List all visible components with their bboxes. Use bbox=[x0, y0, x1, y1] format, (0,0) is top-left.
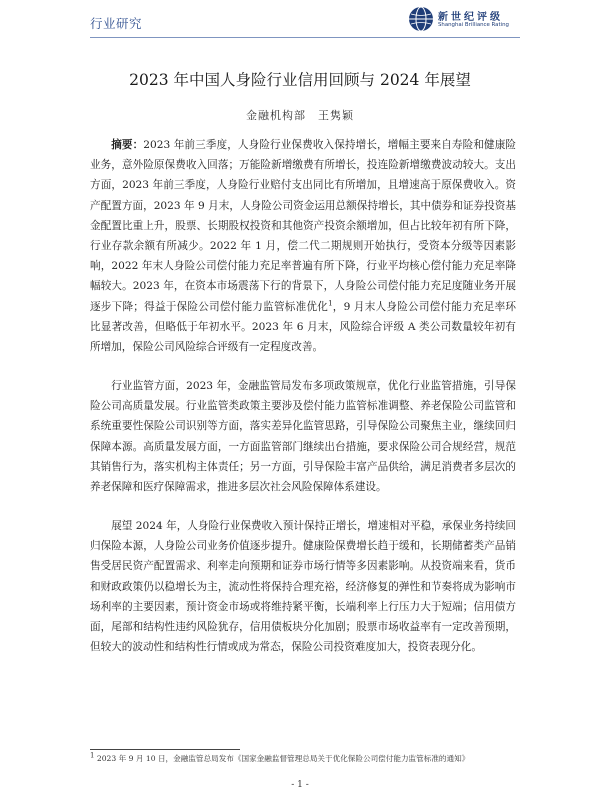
footnote-number: 1 bbox=[90, 751, 95, 760]
abstract-text-continued: ，9 月末人身险公司偿付能力充足率环比显著改善，但略低于年初水平。2023 年 6 月末，风险综合评级 A 类公司数量较年初有所增加，保险公司风险综合评级有一定程度改善。 bbox=[90, 300, 516, 354]
author-line: 金融机构部 王隽颖 bbox=[246, 109, 354, 122]
globe-logo-icon bbox=[408, 6, 434, 32]
logo-subtitle: Shanghai Brilliance Rating bbox=[438, 22, 509, 28]
abstract-paragraph bbox=[90, 135, 516, 357]
footnote-divider bbox=[90, 749, 240, 750]
abstract-text: 2023 年前三季度，人身险行业保费收入保持增长，增幅主要来自寿险和健康险业务，意外险原保费收入回落；万能险新增缴费有所增长，投连险新增缴费波动较大。支出方面，2023 年前三季度，人身险行业赔付支出同比有所增加，且增速高于原保费收入。资产配置方面，2023 年 9 月末，人身险公司资金运用总额保持增长，其中债券和证券投资基金配置比重上升，股票、长期股权投资和其他资产投资余额增加，但占比较年初有所下降，行业存款余额有所减少。2022 年 1 月，偿二代二期规则开始执行，受资本分级等因素影响，2022 年末人身险公司偿付能力充足率普遍有所下降，行业平均核心偿付能力充足率降幅较大。2023 年，在资本市场震荡下行的背景下，人身险公司偿付能力充足度随业务开展逐步下降；得益于保险公司偿付能力监管标准优化 bbox=[90, 139, 517, 313]
abstract-label: 摘要： bbox=[111, 139, 144, 151]
regulation-paragraph: 行业监管方面，2023 年，金融监管局发布多项政策规章，优化行业监管措施，引导保险公司高质量发展。行业监管类政策主要涉及偿付能力监管标准调整、养老保险公司监管和系统重要性保险公司识别等方面，落实差异化监管思路，引导保险公司聚焦主业，继续回归保障本源。高质量发展方面，一方面监管部门继续出台措施，要求保险公司合规经营，规范其销售行为，落实机构主体责任；另一方面，引导保险丰富产品供给，满足消费者多层次的养老保障和医疗保障需求，推进多层次社会风险保障体系建设。 bbox=[90, 380, 516, 494]
page-number: - 1 - bbox=[291, 780, 309, 790]
footnote-text: 2023 年 9 月 10 日，金融监管总局发布《国家金融监督管理总局关于优化保险公司偿付能力监管标准的通知》 bbox=[96, 754, 470, 763]
page-header bbox=[0, 0, 600, 40]
company-logo bbox=[408, 6, 518, 34]
document-title: 2023 年中国人身险行业信用回顾与 2024 年展望 bbox=[129, 71, 471, 89]
outlook-paragraph: 展望 2024 年，人身险行业保费收入预计保持正增长，增速相对平稳，承保业务持续回归保险本源，人身险公司业务价值逐步提升。健康险保费增长趋于缓和，长期储蓄类产品销售受居民资产配置需求、利率走向预期和证券市场行情等多因素影响。从投资端来看，货币和财政政策仍以稳增长为主，流动性将保持合理充裕，经济修复的弹性和节奏将成为影响市场利率的主要因素，预计资金市场或将维持紧平衡，长端利率上行压力大于短端；信用债方面，尾部和结构性违约风险犹存，信用债板块分化加剧；股票市场收益率有一定改善预期，但较大的波动性和结构性行情或成为常态，保险公司投资难度加大，投资表现分化。 bbox=[90, 520, 516, 654]
section-label: 行业研究 bbox=[90, 16, 143, 31]
footnote bbox=[90, 753, 516, 765]
header-divider bbox=[90, 37, 520, 38]
logo-name: 新世纪评级 bbox=[438, 12, 503, 23]
footnote-reference: 1 bbox=[328, 299, 333, 308]
